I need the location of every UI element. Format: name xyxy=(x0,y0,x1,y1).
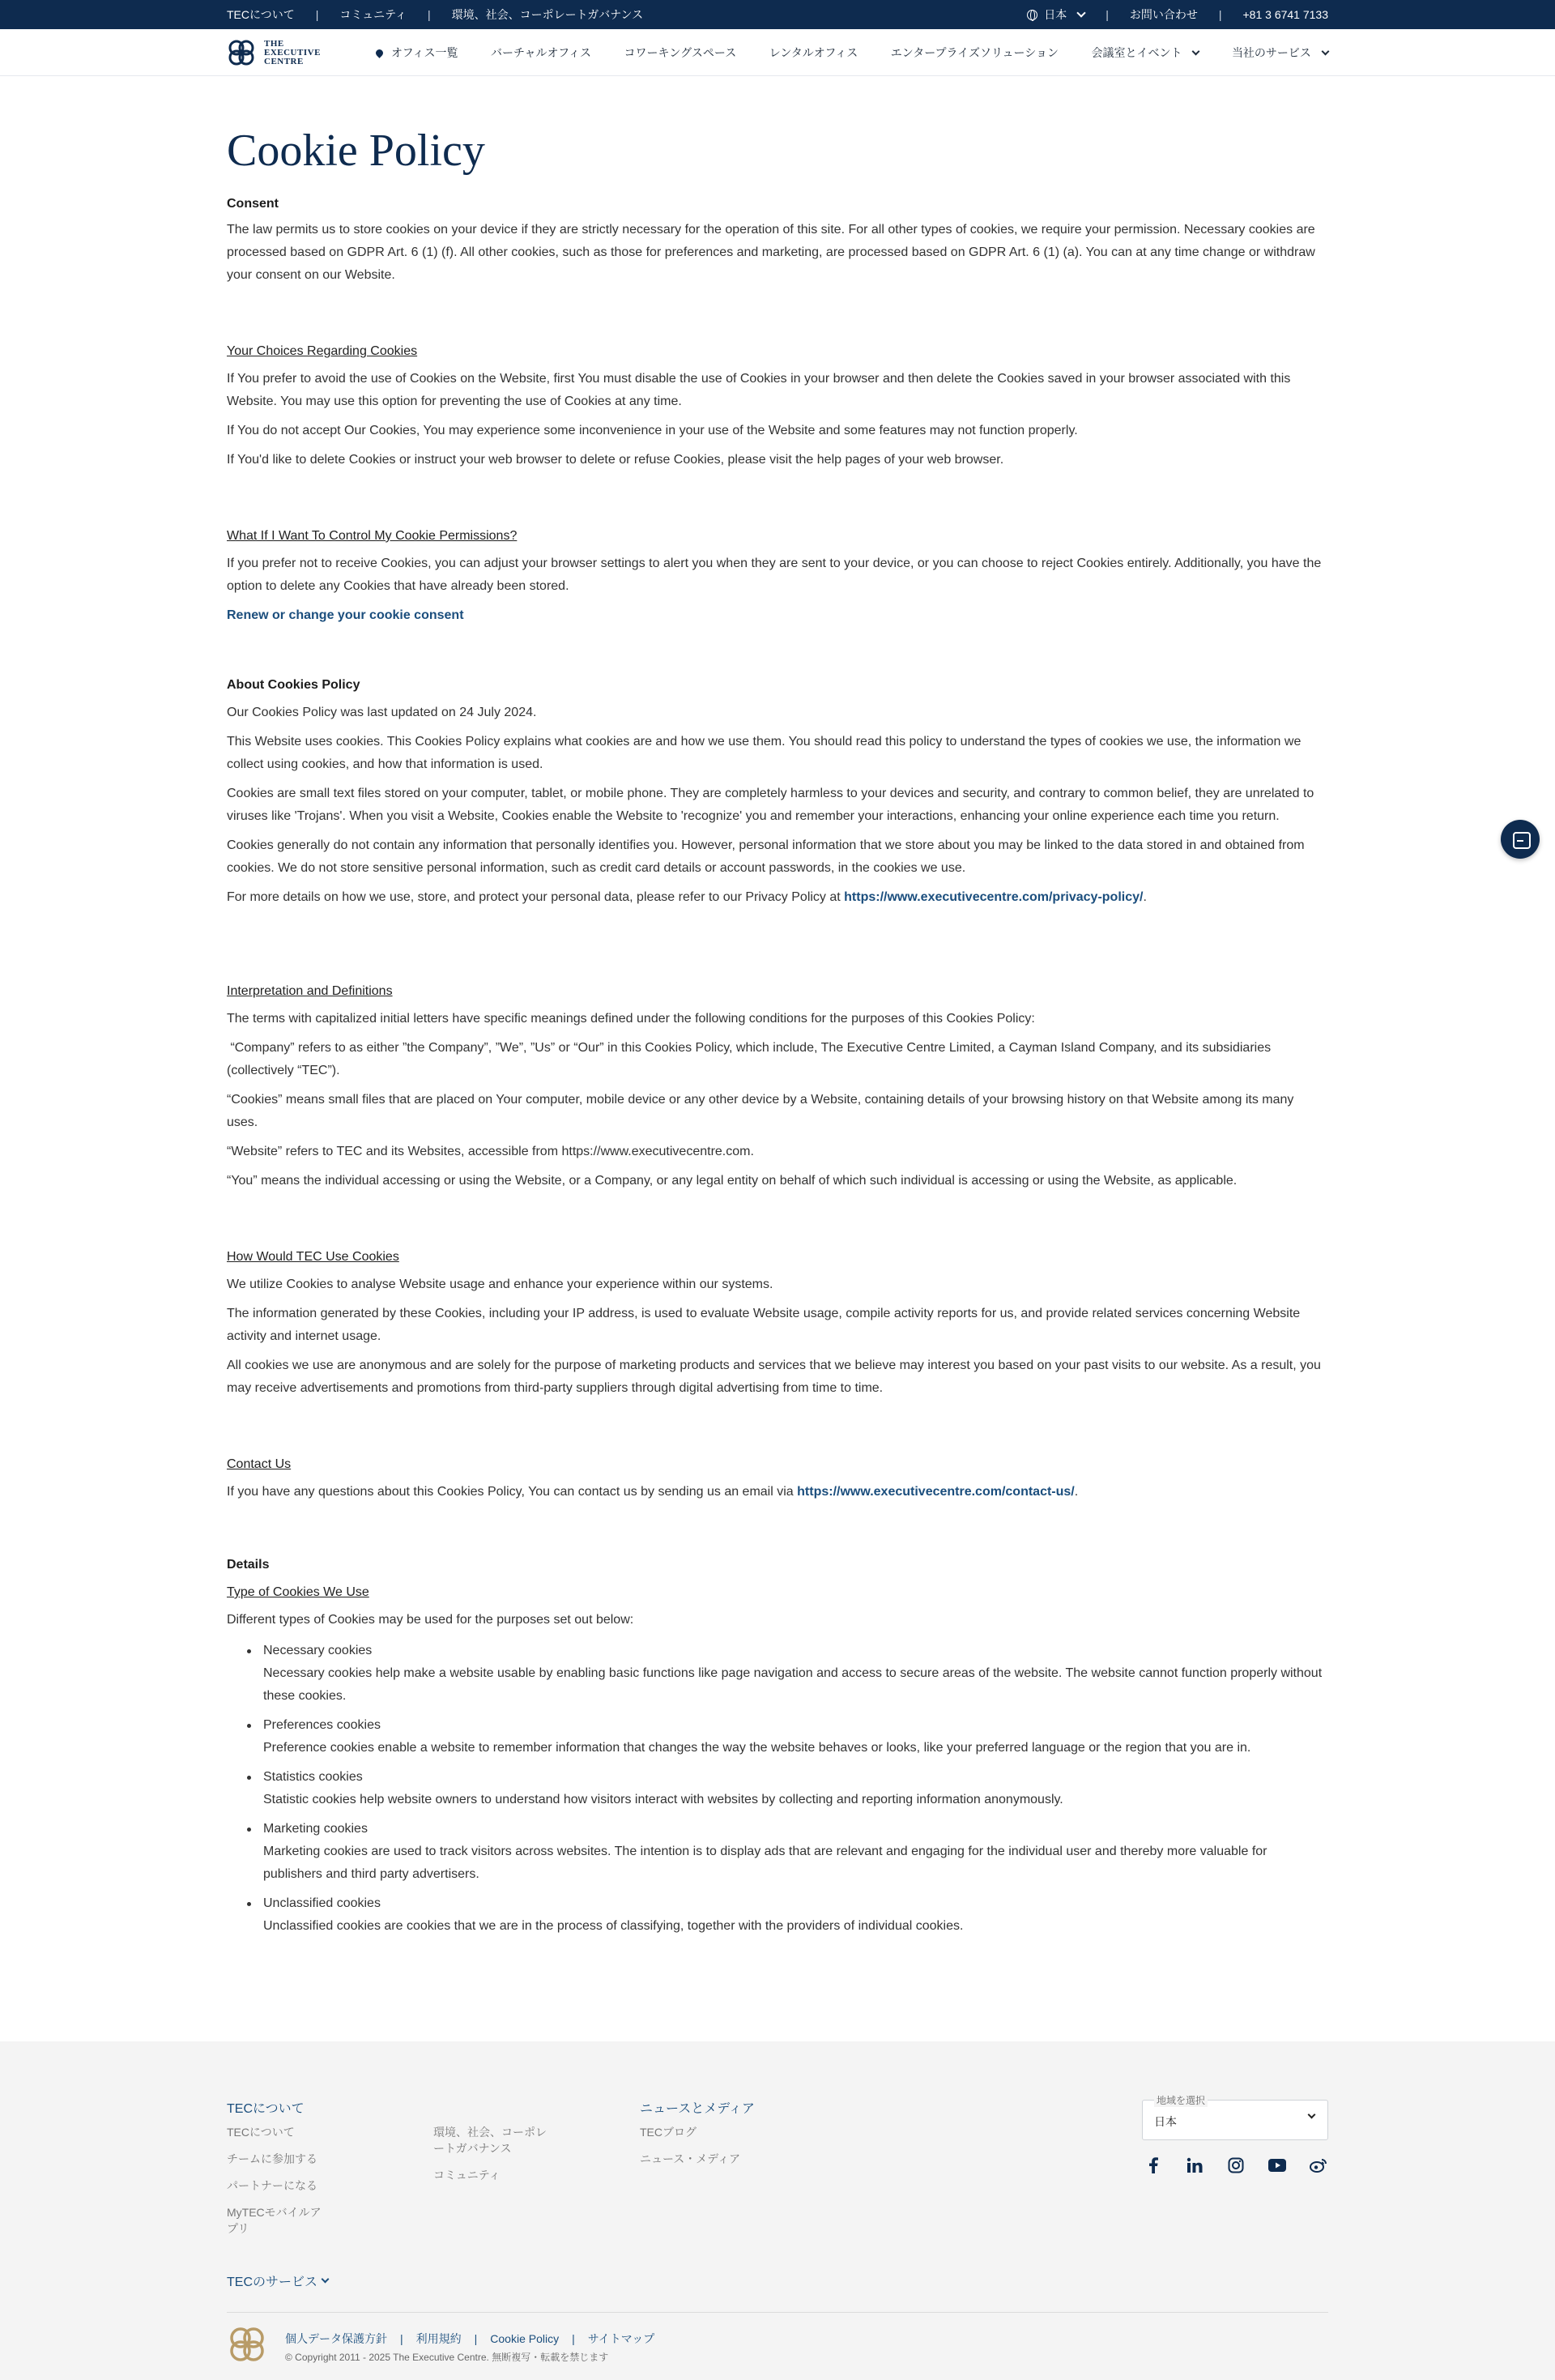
chevron-down-icon xyxy=(1308,2111,1316,2119)
divider: | xyxy=(427,8,431,21)
consent-section xyxy=(227,194,1328,287)
details-section xyxy=(227,1555,1328,1944)
footer-about-heading[interactable]: TECについて xyxy=(227,2102,305,2116)
divider: | xyxy=(474,2332,478,2345)
footer-link[interactable]: TECブログ xyxy=(640,2126,697,2139)
site-footer xyxy=(0,2041,1555,2380)
paragraph: Cookies generally do not contain any information that personally identifies you. However, personal information that we store about you may be linked to the data stored in and obtained from cookies. We do not store sensitive personal information, such as credit card details or account passwords, in the cookies we use. xyxy=(227,838,1305,875)
definitions-section xyxy=(227,982,1328,1192)
footer-link[interactable]: MyTECモバイルアプリ xyxy=(227,2206,322,2235)
paragraph: Our Cookies Policy was last updated on 24 July 2024. xyxy=(227,706,537,719)
facebook-icon[interactable] xyxy=(1144,2156,1162,2174)
sitemap-link[interactable]: サイトマップ xyxy=(587,2332,655,2345)
nav-item-office-list[interactable]: オフィス一覧 xyxy=(376,45,458,61)
site-logo[interactable] xyxy=(227,38,368,67)
chevron-down-icon xyxy=(1192,47,1200,55)
section-heading: How Would TEC Use Cookies xyxy=(227,1250,399,1264)
paragraph: Cookies are small text files stored on your computer, tablet, or mobile phone. They are completely harmless to your devices and security, and contrary to common belief, they are unrelated to viruses like 'Trojans'. When you visit a Website, Cookies enable the Website to 'recognize' you and remember your interactions, enhancing your online experience each time you return. xyxy=(227,787,1314,823)
main-navigation xyxy=(0,29,1555,76)
footer-column-company xyxy=(433,2124,547,2194)
divider: | xyxy=(1218,8,1222,21)
section-heading: Details xyxy=(227,1558,270,1572)
contact-us-link[interactable]: https://www.executivecentre.com/contact-us/ xyxy=(797,1485,1075,1499)
paragraph: “Company” refers to as either ”the Company”, ”We”, ”Us” or “Our” in this Cookies Policy, which include, The Executive Centre Limited, a Cayman Island Company, and its subsidiaries (collectively “TEC”). xyxy=(227,1041,1275,1077)
nav-item-coworking[interactable]: コワーキングスペース xyxy=(624,46,737,59)
paragraph: If You do not accept Our Cookies, You may experience some inconvenience in your use of the Website and some features may not function properly. xyxy=(227,424,1078,437)
footer-link[interactable]: チームに参加する xyxy=(227,2152,317,2165)
divider: | xyxy=(572,2332,575,2345)
choices-section xyxy=(227,342,1328,471)
privacy-policy-link[interactable]: https://www.executivecentre.com/privacy-policy/ xyxy=(844,890,1144,904)
chat-button[interactable] xyxy=(1501,820,1540,859)
chevron-down-icon xyxy=(1077,8,1086,17)
list-item: Marketing cookies Marketing cookies are used to track visitors across websites. The intention is to display ads that are relevant and engaging for the individual user and thereby more valuable for publishers and third party advertisers. xyxy=(227,1818,1328,1886)
section-heading: Contact Us xyxy=(227,1457,292,1471)
cookie-policy-link[interactable]: Cookie Policy xyxy=(490,2332,560,2345)
phone-link[interactable]: +81 3 6741 7133 xyxy=(1242,8,1328,21)
footer-link[interactable]: パートナーになる xyxy=(227,2179,317,2192)
footer-column-about xyxy=(227,2124,332,2247)
contact-link[interactable]: お問い合わせ xyxy=(1129,8,1198,21)
section-heading: Consent xyxy=(227,197,279,211)
section-heading: Your Choices Regarding Cookies xyxy=(227,344,418,358)
cookie-types-list xyxy=(227,1640,1328,1938)
globe-icon xyxy=(1027,10,1037,20)
footer-link[interactable]: コミュニティ xyxy=(433,2169,501,2182)
nav-item-meetings-events[interactable]: 会議室とイベント xyxy=(1091,45,1199,61)
top-utility-bar xyxy=(0,0,1555,29)
nav-item-services[interactable]: 当社のサービス xyxy=(1232,45,1328,61)
footer-link[interactable]: ニュース・メディア xyxy=(640,2152,741,2165)
chevron-down-icon xyxy=(1321,47,1329,55)
paragraph: If you prefer not to receive Cookies, you can adjust your browser settings to alert you when they are sent to your device, or you can choose to reject Cookies entirely. Additionally, you have the option to delete any Cookies that have already been stored. xyxy=(227,557,1322,593)
topbar-link-about[interactable]: TECについて xyxy=(227,8,295,21)
footer-link[interactable]: TECについて xyxy=(227,2126,295,2139)
section-heading: Interpretation and Definitions xyxy=(227,984,393,998)
linkedin-icon[interactable] xyxy=(1186,2156,1204,2174)
region-select-value: 日本 xyxy=(1154,2115,1177,2128)
language-selector[interactable] xyxy=(1027,6,1084,23)
terms-link[interactable]: 利用規約 xyxy=(415,2332,462,2345)
instagram-icon[interactable] xyxy=(1227,2156,1245,2174)
list-item: Statistics cookies Statistic cookies help website owners to understand how visitors interact with websites by collecting and reporting information anonymously. xyxy=(227,1766,1328,1811)
contact-paragraph: If you have any questions about this Cookies Policy, You can contact us by sending us an email via https://www.executivecentre.com/contact-us/. xyxy=(227,1485,1079,1499)
chevron-down-icon xyxy=(322,2276,330,2284)
paragraph: This Website uses cookies. This Cookies Policy explains what cookies are and how we use them. You should read this policy to understand the types of cookies we use, the information we collect using cookies, and how that information is used. xyxy=(227,735,1302,771)
paragraph: If You prefer to avoid the use of Cookies on the Website, first You must disable the use of Cookies in your browser and then delete the Cookies saved in your browser associated with this Website. You may use this option for preventing the use of Cookies at any time. xyxy=(227,372,1291,408)
privacy-paragraph: For more details on how we use, store, and protect your personal data, please refer to our Privacy Policy at https://www.executivecentre.com/privacy-policy/. xyxy=(227,890,1147,904)
footer-logo-icon xyxy=(227,2324,267,2365)
copyright-text: © Copyright 2011 - 2025 The Executive Centre. 無断複写・転載を禁じます xyxy=(285,2352,609,2363)
topbar-link-esg[interactable]: 環境、社会、コーポレートガバナンス xyxy=(451,8,644,21)
consent-text: The law permits us to store cookies on your device if they are strictly necessary for the operation of this site. For all other types of cookies, we require your permission. Necessary cookies are processed based on GDPR Art. 6 (1) (f). All other cookies, such as those for preferences and marketing, are processed based on GDPR Art. 6 (1) (a). You can at any time change or withdraw your consent on our Website. xyxy=(227,223,1315,282)
footer-divider xyxy=(227,2312,1328,2313)
divider: | xyxy=(400,2332,403,2345)
footer-services-link[interactable]: TECのサービス xyxy=(227,2271,328,2290)
usage-section xyxy=(227,1248,1328,1400)
paragraph: “Cookies” means small files that are placed on Your computer, mobile device or any other device by a Website, containing details of your browsing history on that Website among its many uses. xyxy=(227,1093,1294,1129)
paragraph: The information generated by these Cookies, including your IP address, is used to evaluate Website usage, compile activity reports for us, and provide related services concerning Website activity and internet usage. xyxy=(227,1307,1301,1343)
list-item: Preferences cookies Preference cookies enable a website to remember information that changes the way the website behaves or looks, like your preferred language or the region that you are in. xyxy=(227,1714,1328,1759)
page-title: Cookie Policy xyxy=(227,126,485,176)
footer-link[interactable]: 環境、社会、コーポレートガバナンス xyxy=(433,2126,547,2155)
nav-item-enterprise[interactable]: エンタープライズソリューション xyxy=(890,46,1059,59)
paragraph: If You'd like to delete Cookies or instruct your web browser to delete or refuse Cookies, please visit the help pages of your web browser. xyxy=(227,453,1004,467)
section-heading: What If I Want To Control My Cookie Permissions? xyxy=(227,529,518,543)
divider: | xyxy=(1106,8,1109,21)
nav-item-rental-office[interactable]: レンタルオフィス xyxy=(769,46,858,59)
footer-news-heading[interactable]: ニュースとメディア xyxy=(640,2102,755,2116)
privacy-link[interactable]: 個人データ保護方針 xyxy=(285,2332,387,2345)
renew-consent-link[interactable]: Renew or change your cookie consent xyxy=(227,608,464,622)
topbar-link-community[interactable]: コミュニティ xyxy=(339,8,407,21)
paragraph: We utilize Cookies to analyse Website usage and enhance your experience within our systems. xyxy=(227,1277,773,1291)
weibo-icon[interactable] xyxy=(1310,2156,1327,2174)
footer-legal-links xyxy=(285,2331,654,2347)
location-pin-icon xyxy=(374,48,385,58)
paragraph: The terms with capitalized initial letters have specific meanings defined under the following conditions for the purposes of this Cookies Policy: xyxy=(227,1012,1035,1026)
list-item: Necessary cookies Necessary cookies help make a website usable by enabling basic functions like page navigation and access to secure areas of the website. The website cannot function properly without these cookies. xyxy=(227,1640,1328,1708)
logo-text: THE EXECUTIVE CENTRE xyxy=(264,38,321,66)
section-heading: About Cookies Policy xyxy=(227,678,360,692)
footer-column-news xyxy=(640,2124,769,2177)
control-section xyxy=(227,527,1328,627)
region-select-label: 地域を選択 xyxy=(1154,2093,1208,2107)
region-select[interactable] xyxy=(1142,2095,1328,2140)
about-section xyxy=(227,676,1328,909)
social-links xyxy=(1144,2156,1327,2174)
paragraph: “Website” refers to TEC and its Websites, accessible from https://www.executivecentre.com. xyxy=(227,1145,754,1158)
logo-mark-icon xyxy=(227,38,256,67)
paragraph: Different types of Cookies may be used for the purposes set out below: xyxy=(227,1613,634,1627)
paragraph: All cookies we use are anonymous and are solely for the purpose of marketing products and services that we believe may interest you based on your past visits to our website. As a result, you may receive advertisements and promotions from third-party suppliers through digital advertising from time to time. xyxy=(227,1358,1321,1395)
youtube-icon[interactable] xyxy=(1268,2156,1286,2174)
divider: | xyxy=(315,8,319,21)
paragraph: “You” means the individual accessing or using the Website, or a Company, or any legal entity on behalf of which such individual is accessing or using the Website, as applicable. xyxy=(227,1174,1238,1188)
nav-item-virtual-office[interactable]: バーチャルオフィス xyxy=(490,46,591,59)
list-item: Unclassified cookies Unclassified cookies are cookies that we are in the process of classifying, together with the providers of individual cookies. xyxy=(227,1892,1328,1938)
language-label: 日本 xyxy=(1044,8,1067,21)
section-subheading: Type of Cookies We Use xyxy=(227,1585,369,1599)
contact-section xyxy=(227,1455,1328,1503)
